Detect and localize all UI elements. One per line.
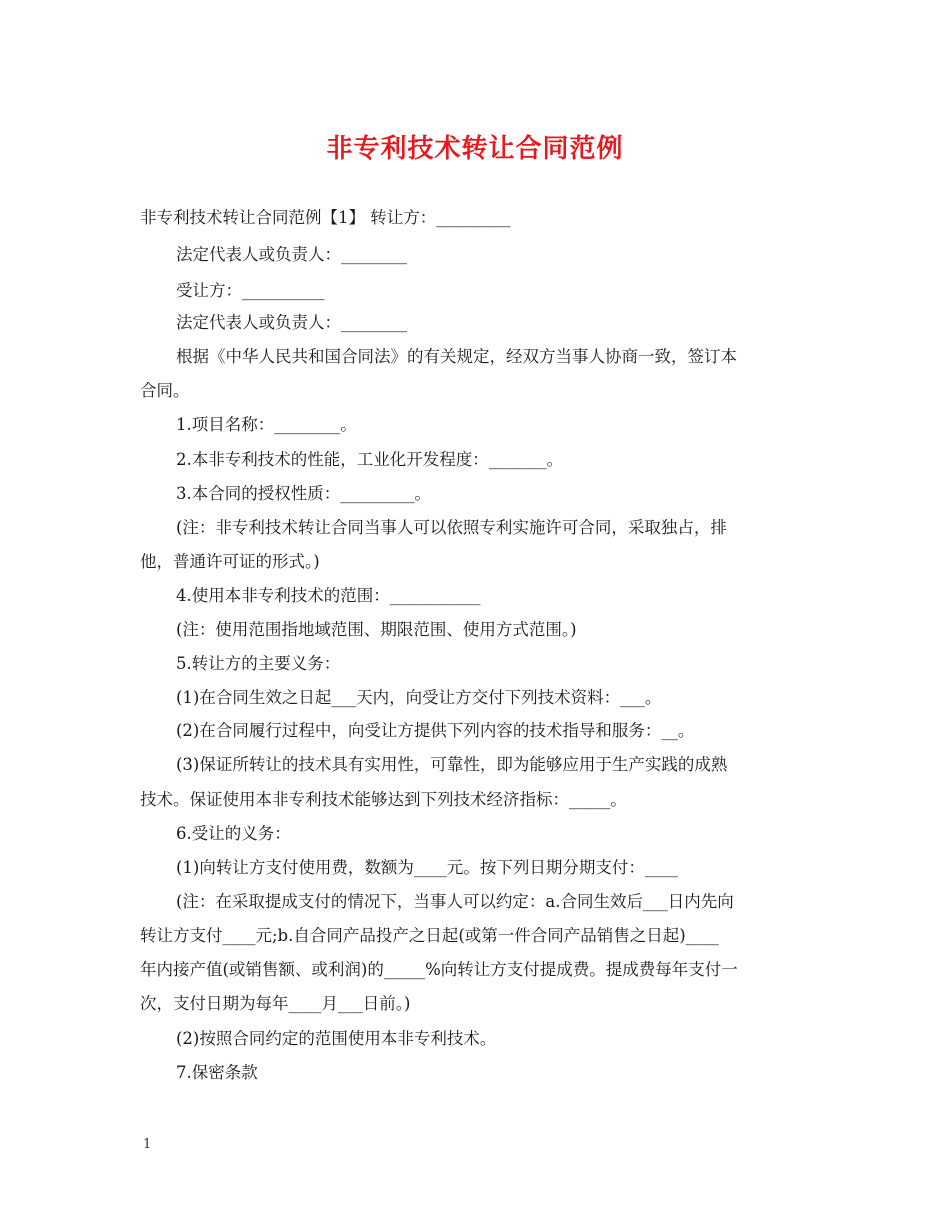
clause-2-performance: 2.本非专利技术的性能，工业化开发程度：_______。 bbox=[176, 450, 563, 469]
obligation-5-3: (3)保证所转让的技术具有实用性，可靠性，即为能够应用于生产实践的成熟 bbox=[176, 755, 728, 774]
preamble-line: 根据《中华人民共和国合同法》的有关规定，经双方当事人协商一致，签订本 bbox=[176, 347, 737, 366]
page-number: 1 bbox=[143, 1137, 152, 1152]
transferee-representative-line: 法定代表人或负责人：________ bbox=[176, 313, 407, 332]
document-title: 非专利技术转让合同范例 bbox=[326, 134, 624, 164]
clause-3-license-nature: 3.本合同的授权性质：_________。 bbox=[176, 484, 431, 503]
note-royalty-line-3: 年内接产值(或销售额、或利润)的_____%向转让方支付提成费。提成费每年支付一 bbox=[140, 960, 738, 979]
clause-6-transferee-obligations: 6.受让的义务： bbox=[176, 824, 291, 843]
contract-heading-line: 非专利技术转让合同范例【1】 转让方：_________ bbox=[140, 208, 511, 227]
clause-1-project-name: 1.项目名称：________。 bbox=[176, 415, 357, 434]
note-royalty-line-2: 转让方支付____元;b.自合同产品投产之日起(或第一件合同产品销售之日起)____ bbox=[140, 926, 719, 945]
clause-4-scope: 4.使用本非专利技术的范围：___________ bbox=[176, 586, 481, 605]
transferee-line: 受让方：__________ bbox=[176, 281, 325, 300]
obligation-5-3-continuation: 技术。保证使用本非专利技术能够达到下列技术经济指标：_____。 bbox=[140, 790, 627, 809]
note-royalty-line-4: 次，支付日期为每年____月___日前。) bbox=[140, 994, 411, 1013]
note-license-type-continuation: 他，普通许可证的形式。) bbox=[140, 552, 320, 571]
obligation-6-2: (2)按照合同约定的范围使用本非专利技术。 bbox=[176, 1029, 497, 1048]
note-royalty: (注：在采取提成支付的情况下，当事人可以约定：a.合同生效后___日内先向 bbox=[176, 892, 734, 911]
clause-7-confidentiality: 7.保密条款 bbox=[176, 1063, 258, 1082]
preamble-continuation: 合同。 bbox=[140, 381, 190, 400]
obligation-5-1: (1)在合同生效之日起___天内，向受让方交付下列技术资料：___。 bbox=[176, 688, 662, 707]
clause-5-transferor-obligations: 5.转让方的主要义务： bbox=[176, 654, 341, 673]
note-license-type: (注：非专利技术转让合同当事人可以依照专利实施许可合同，采取独占，排 bbox=[176, 518, 727, 537]
note-scope: (注：使用范围指地域范围、期限范围、使用方式范围。) bbox=[176, 620, 577, 639]
obligation-5-2: (2)在合同履行过程中，向受让方提供下列内容的技术指导和服务：__。 bbox=[176, 721, 695, 740]
obligation-6-1: (1)向转让方支付使用费，数额为____元。按下列日期分期支付：____ bbox=[176, 858, 678, 877]
transferor-representative-line: 法定代表人或负责人：________ bbox=[176, 245, 407, 264]
